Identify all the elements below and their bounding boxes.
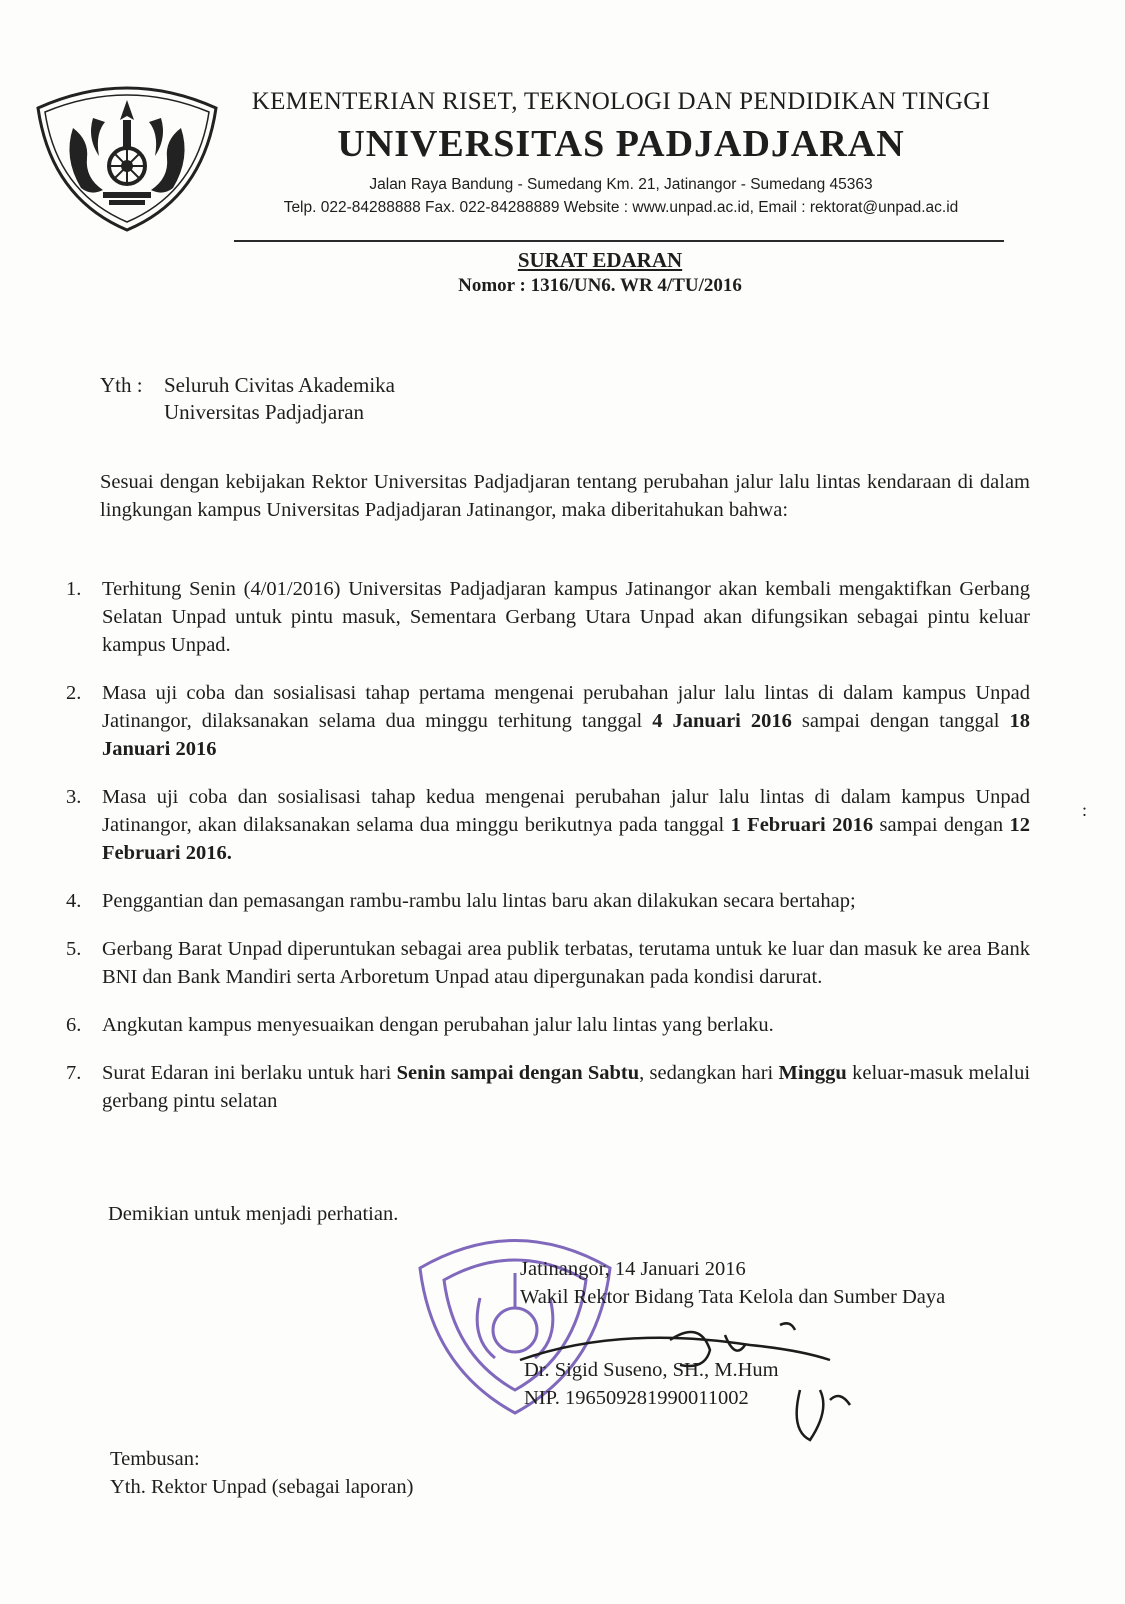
list-item-number: 7.	[66, 1062, 82, 1084]
unpad-emblem-icon	[33, 78, 221, 233]
recipient-label: Yth :	[100, 373, 143, 397]
list-item-number: 3.	[66, 786, 82, 808]
list-item-number: 5.	[66, 938, 82, 960]
contact-line: Telp. 022-84288888 Fax. 022-84288889 Website : www.unpad.ac.id, Email : rektorat@unpad.ac.id	[283, 199, 959, 216]
list-item-date-end: 12 Februari 2016.	[102, 814, 1030, 864]
list-item	[66, 935, 1030, 991]
list-item-number: 1.	[66, 578, 82, 600]
list-item-date-end: 18 Januari 2016	[102, 710, 1030, 760]
intro-paragraph: Sesuai dengan kebijakan Rektor Universitas Padjadjaran tentang perubahan jalur lalu lintas kendaraan di dalam lingkungan kampus Universitas Padjadjaran Jatinangor, maka diberitahukan bahwa:	[100, 471, 1030, 521]
list-item-text: Terhitung Senin (4/01/2016) Universitas Padjadjaran kampus Jatinangor akan kembali mengaktifkan Gerbang Selatan Unpad untuk pintu masuk, Sementara Gerbang Utara Unpad akan difungsikan sebagai pintu keluar kampus Unpad.	[102, 578, 1030, 656]
list-item-text: Masa uji coba dan sosialisasi tahap pertama mengenai perubahan jalur lalu lintas di dalam kampus Unpad Jatinangor, dilaksanakan selama dua minggu terhitung tanggal	[102, 682, 1030, 732]
list-item-text: sampai dengan tanggal	[791, 710, 1010, 732]
list-item-days: Senin sampai dengan Sabtu	[396, 1062, 640, 1084]
list-item-text: , sedangkan hari	[639, 1062, 779, 1084]
letterhead-divider	[234, 240, 1004, 242]
list-item-text: Masa uji coba dan sosialisasi tahap kedua mengenai perubahan jalur lalu lintas di dalam kampus Unpad Jatinangor, akan dilaksanakan selama dua minggu berikutnya pada tanggal	[102, 786, 1030, 836]
university-name: UNIVERSITAS PADJADJARAN	[337, 123, 905, 165]
stray-mark: :	[1082, 800, 1088, 820]
title-block	[300, 248, 900, 297]
cc-line: Yth. Rektor Unpad (sebagai laporan)	[110, 1476, 414, 1498]
document-title: SURAT EDARAN	[517, 248, 683, 272]
list-item-number: 2.	[66, 682, 82, 704]
list-item-text: Angkutan kampus menyesuaikan dengan perubahan jalur lalu lintas yang berlaku.	[102, 1014, 774, 1036]
recipient-line-1: Seluruh Civitas Akademika	[164, 373, 395, 397]
list-item	[66, 679, 1030, 763]
list-item-text: Gerbang Barat Unpad diperuntukan sebagai area publik terbatas, terutama untuk ke luar dan masuk ke area Bank BNI dan Bank Mandiri serta Arboretum Unpad atau dipergunakan pada kondisi darurat.	[102, 938, 1030, 988]
cc-label: Tembusan:	[110, 1448, 200, 1470]
numbered-list	[66, 575, 1030, 1135]
ministry-name: KEMENTERIAN RISET, TEKNOLOGI DAN PENDIDIKAN TINGGI	[251, 88, 991, 115]
document-number: Nomor : 1316/UN6. WR 4/TU/2016	[458, 275, 742, 296]
signer-block	[524, 1356, 779, 1412]
list-item-number: 4.	[66, 890, 82, 912]
list-item	[66, 887, 1030, 915]
place-date: Jatinangor, 14 Januari 2016	[520, 1258, 746, 1280]
list-item-date-start: 1 Februari 2016	[730, 814, 874, 836]
list-item-number: 6.	[66, 1014, 82, 1036]
list-item	[66, 783, 1030, 867]
list-item-text: Penggantian dan pemasangan rambu-rambu lalu lintas baru akan dilakukan secara bertahap;	[102, 890, 856, 912]
list-item-text: Surat Edaran ini berlaku untuk hari	[102, 1062, 397, 1084]
list-item-day: Minggu	[778, 1062, 847, 1084]
carbon-copy-block	[110, 1445, 413, 1501]
recipient-block	[100, 372, 395, 426]
list-item-date-start: 4 Januari 2016	[652, 710, 792, 732]
signer-position: Wakil Rektor Bidang Tata Kelola dan Sumber Daya	[520, 1286, 946, 1308]
list-item	[66, 575, 1030, 659]
closing-line: Demikian untuk menjadi perhatian.	[108, 1203, 399, 1225]
address-line: Jalan Raya Bandung - Sumedang Km. 21, Jatinangor - Sumedang 45363	[369, 176, 873, 193]
list-item	[66, 1011, 1030, 1039]
signer-name: Dr. Sigid Suseno, SH., M.Hum	[524, 1359, 779, 1381]
letterhead	[236, 88, 1006, 217]
list-item-text: keluar-masuk melalui gerbang pintu selatan	[102, 1062, 1031, 1112]
list-item-text: sampai dengan	[873, 814, 1010, 836]
recipient-line-2: Universitas Padjadjaran	[164, 400, 365, 424]
signer-nip: NIP. 196509281990011002	[524, 1387, 749, 1409]
list-item	[66, 1059, 1030, 1115]
